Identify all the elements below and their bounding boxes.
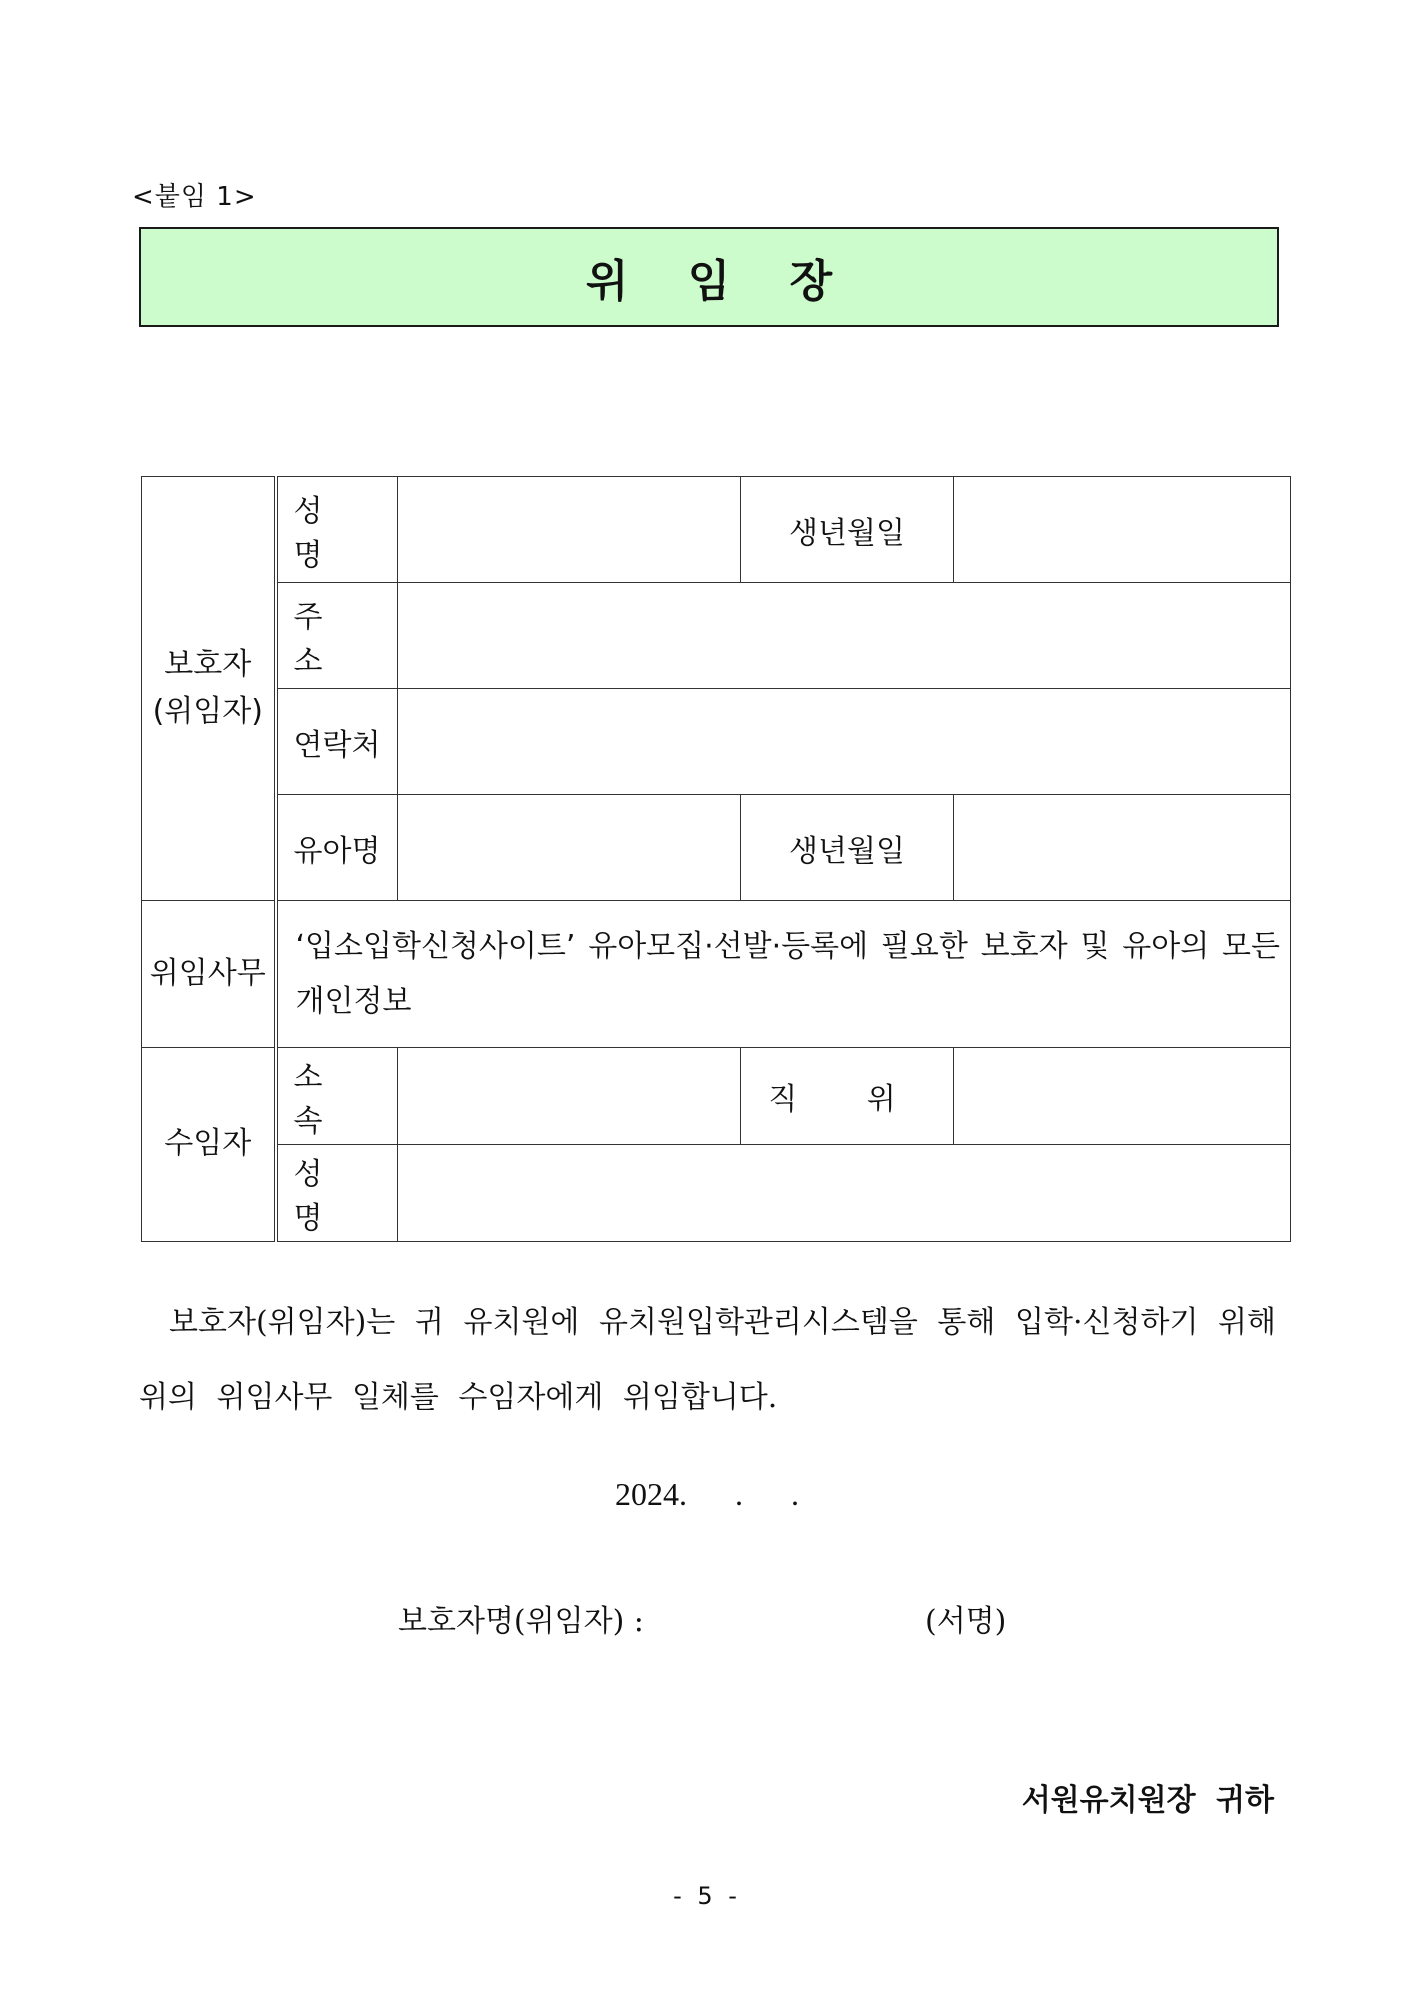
task-description: ‘입소입학신청사이트’ 유아모집·선발·등록에 필요한 보호자 및 유아의 모든 개인정보	[276, 901, 1291, 1048]
delegation-statement: 보호자(위임자)는 귀 유치원에 유치원입학관리시스템을 통해 입학·신청하기 위해 위의 위임사무 일체를 수임자에게 위임합니다.	[139, 1305, 1276, 1415]
form-row-delegate-name	[142, 1145, 1291, 1242]
birth-field[interactable]	[954, 477, 1291, 583]
delegation-form-table	[141, 476, 1291, 1242]
signer-label: 보호자명(위임자) :	[398, 1604, 644, 1639]
child-birth-field[interactable]	[954, 795, 1291, 901]
child-birth-label: 생년월일	[741, 795, 954, 901]
address-field[interactable]	[398, 583, 1291, 689]
date-text: 2024. . .	[615, 1476, 799, 1512]
child-name-label: 유아명	[276, 795, 398, 901]
form-row-child	[142, 795, 1291, 901]
contact-field[interactable]	[398, 689, 1291, 795]
name-label: 성 명	[276, 477, 398, 583]
recipient-line: 서원유치원장 귀하	[1021, 1783, 1274, 1818]
date-line	[0, 1476, 1414, 1513]
position-field[interactable]	[954, 1048, 1291, 1145]
form-row-name	[142, 477, 1291, 583]
affiliation-field[interactable]	[398, 1048, 741, 1145]
signature-mark: (서명)	[925, 1604, 1007, 1639]
contact-label: 연락처	[276, 689, 398, 795]
attachment-label: <붙임 1>	[132, 182, 257, 212]
form-row-task	[142, 901, 1291, 1048]
address-label: 주 소	[276, 583, 398, 689]
page-number: - 5 -	[673, 1882, 741, 1910]
form-row-contact	[142, 689, 1291, 795]
delegate-name-field[interactable]	[398, 1145, 1291, 1242]
delegate-name-label: 성 명	[276, 1145, 398, 1242]
position-label: 직 위	[741, 1048, 954, 1145]
affiliation-label: 소 속	[276, 1048, 398, 1145]
birth-label: 생년월일	[741, 477, 954, 583]
form-row-address	[142, 583, 1291, 689]
document-title: 위 임 장	[585, 256, 855, 307]
delegate-group-label: 수임자	[142, 1048, 276, 1242]
document-title-box	[139, 227, 1279, 327]
guardian-group-label: 보호자 (위임자)	[142, 477, 276, 901]
child-name-field[interactable]	[398, 795, 741, 901]
form-row-affiliation	[142, 1048, 1291, 1145]
name-field[interactable]	[398, 477, 741, 583]
task-group-label: 위임사무	[142, 901, 276, 1048]
